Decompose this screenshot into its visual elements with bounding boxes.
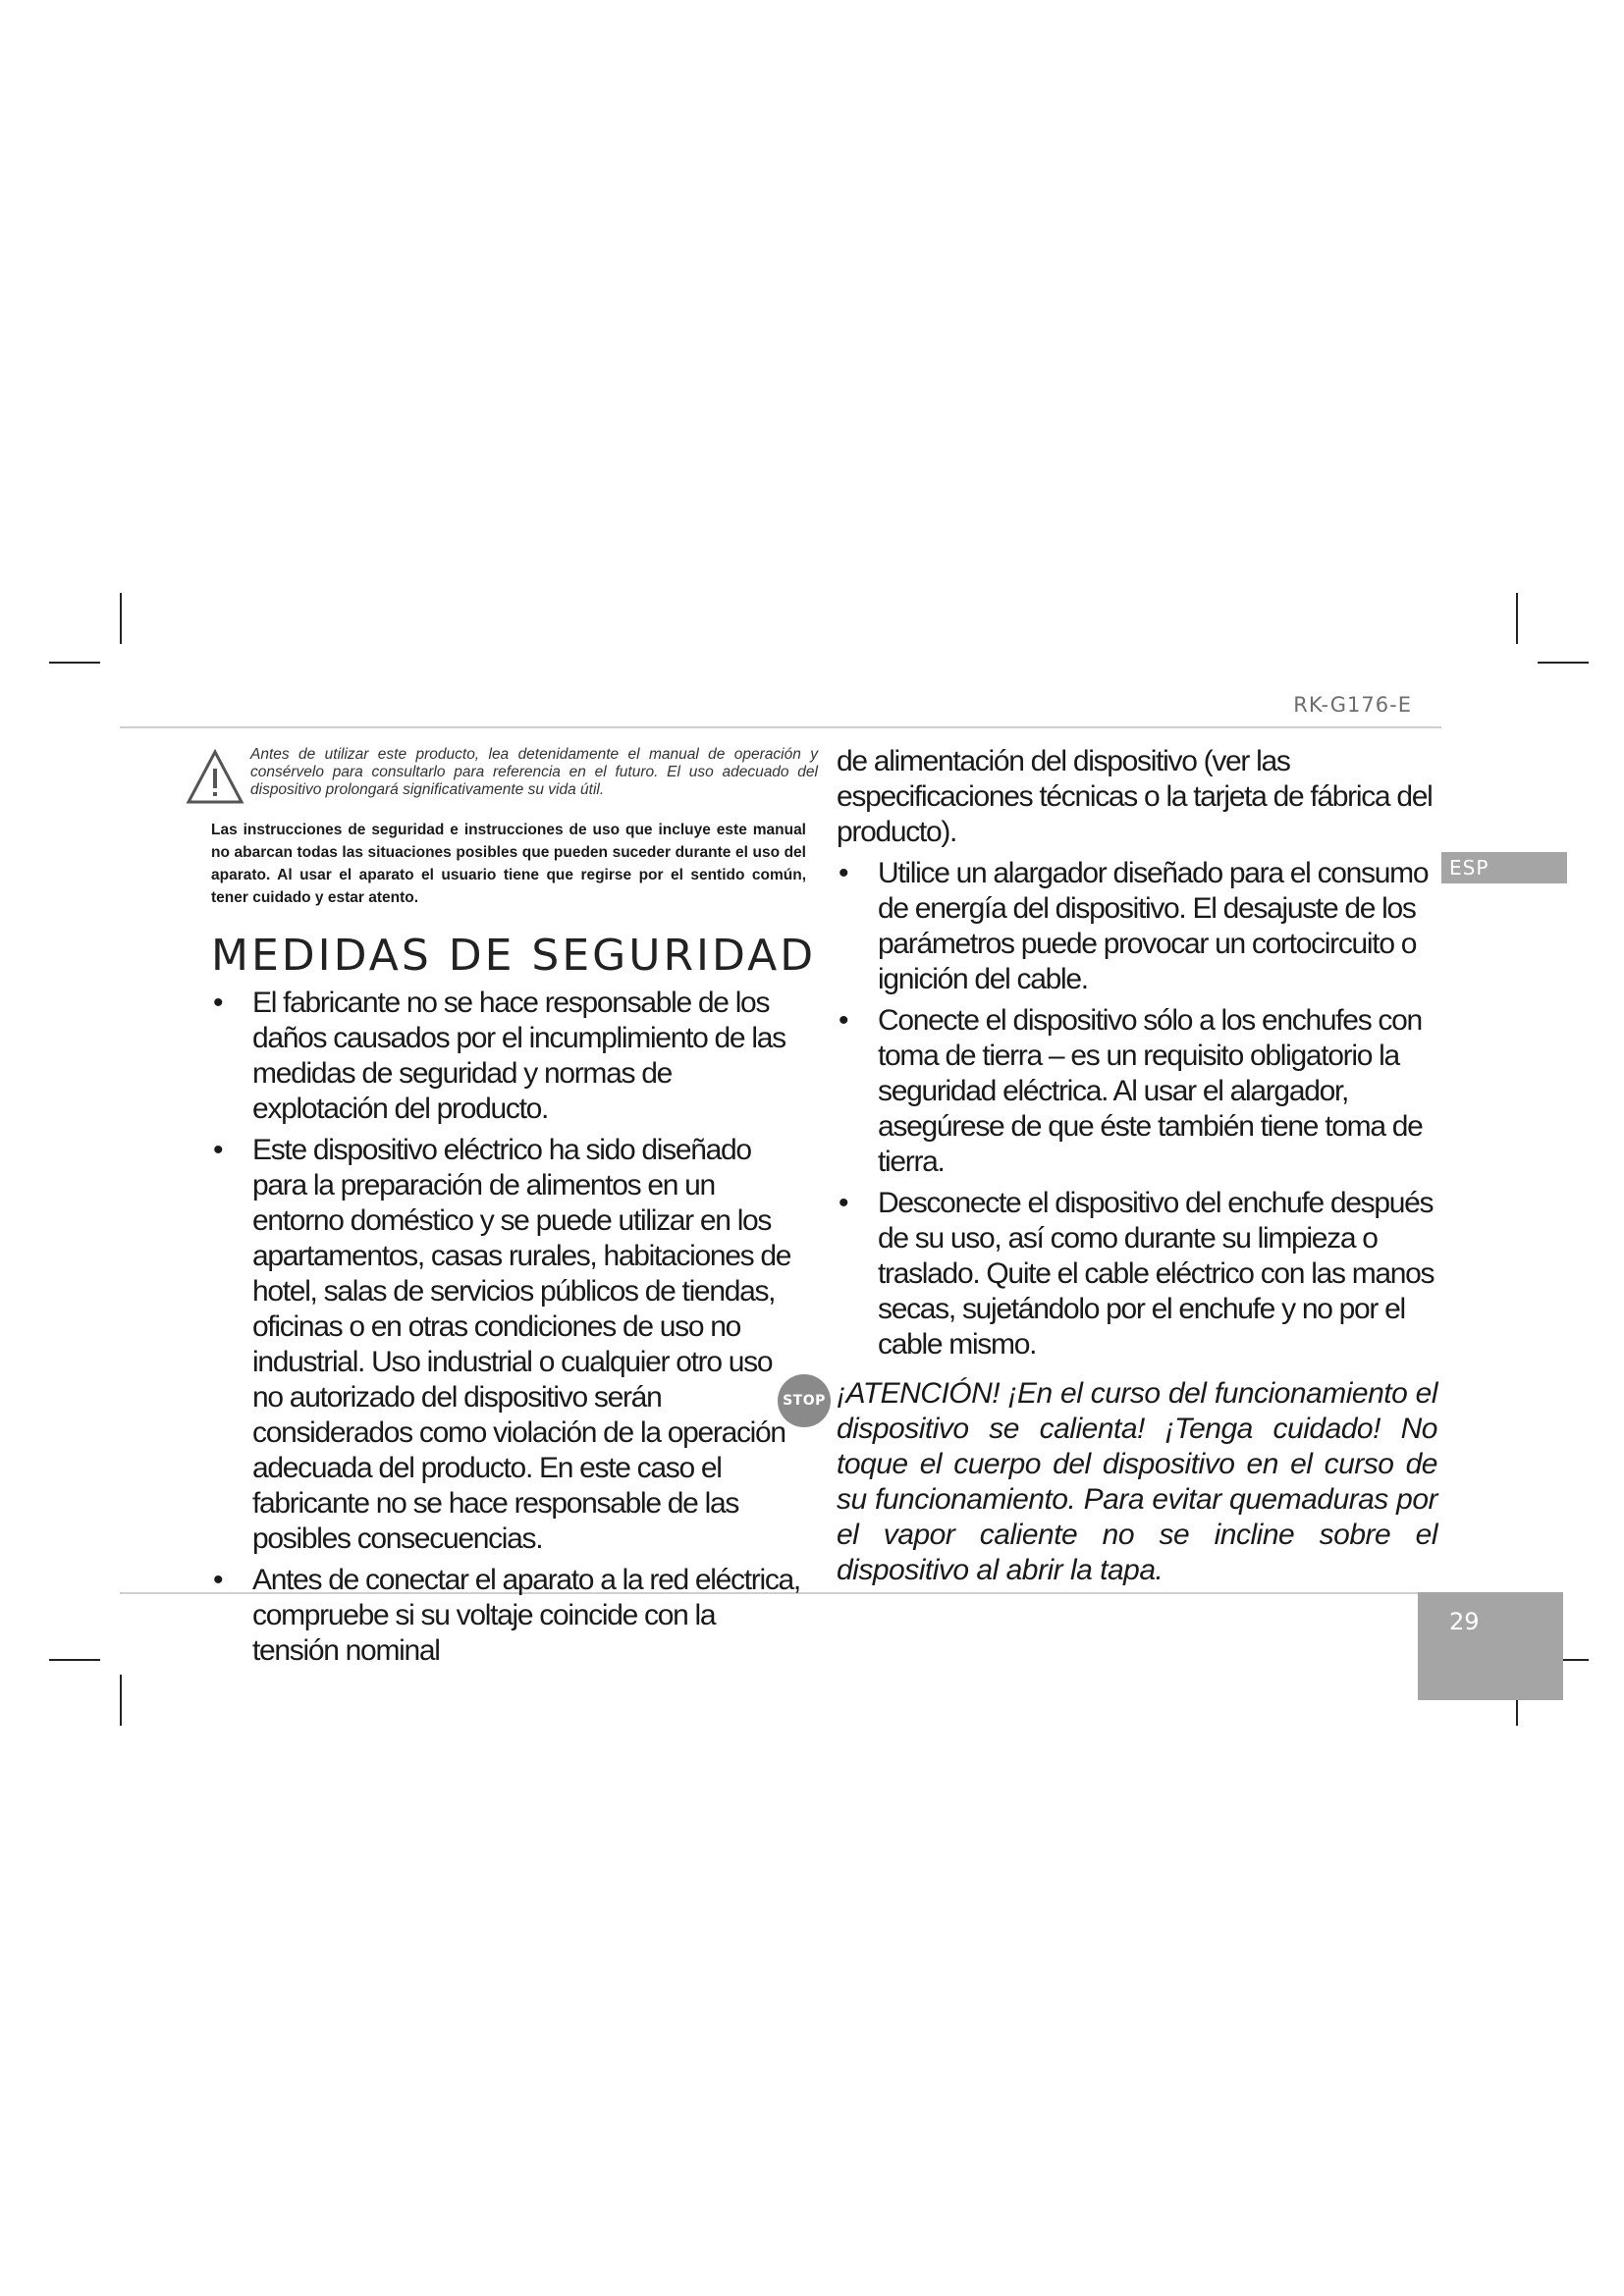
warning-text: Antes de utilizar este producto, lea detenidamente el manual de operación y consérvelo para consultarlo para referencia en el futuro. El uso adecuado del dispositivo prolongará significativamente su vida útil.: [250, 746, 818, 798]
list-item: [837, 856, 1437, 997]
bullet-icon: •: [213, 1564, 223, 1596]
crop-mark-top-right-horizontal: [1538, 662, 1589, 664]
continued-text-wrap: [801, 744, 1437, 850]
bullet-icon: •: [839, 1187, 848, 1219]
left-column: [211, 744, 818, 1675]
list-item-text: Desconecte el dispositivo del enchufe después de su uso, así como durante su limpieza o traslado. Quite el cable eléctrico con las manos secas, sujetándolo por el enchufe y no por el cable mismo.: [878, 1187, 1435, 1361]
list-item: [837, 1186, 1437, 1362]
list-item: [211, 986, 806, 1127]
bullet-icon: •: [839, 857, 848, 889]
stop-icon: STOP: [778, 1374, 831, 1427]
attention-block: [783, 1376, 1437, 1588]
crop-mark-bottom-left-horizontal: [49, 1659, 100, 1661]
page-number: 29: [1418, 1592, 1563, 1700]
warning-triangle-icon: [186, 749, 244, 806]
header-rule: [120, 726, 1441, 728]
list-item-text: Este dispositivo eléctrico ha sido diseñado para la preparación de alimentos en un entorno doméstico y se puede utilizar en los apartamentos, casas rurales, habitaciones de hotel, salas de servicios públicos de tiendas, oficinas o en otras condiciones de uso no industrial. Uso industrial o cualquier otro uso no autorizado del dispositivo serán considerados como violación de la operación adecuada del producto. En este caso el fabricante no se hace responsable de las posibles consecuencias.: [252, 1134, 791, 1555]
list-item-text: Conecte el dispositivo sólo a los enchufes con toma de tierra – es un requisito obligatorio la seguridad eléctrica. Al usar el alargador, asegúrese de que éste también tiene toma de tierra.: [878, 1004, 1423, 1178]
section-title: MEDIDAS DE SEGURIDAD: [211, 931, 817, 981]
crop-mark-top-right-vertical: [1516, 593, 1518, 644]
list-item-text: El fabricante no se hace responsable de los daños causados por el incumplimiento de las medidas de seguridad y normas de explotación del producto.: [252, 987, 785, 1125]
left-bullet-list: [211, 986, 806, 1669]
list-item: [211, 1563, 806, 1669]
list-item: [211, 1133, 806, 1557]
bullet-icon: •: [213, 987, 223, 1019]
crop-mark-bottom-left-vertical: [120, 1675, 122, 1726]
model-number: RK-G176-E: [1293, 693, 1412, 717]
bullet-icon: •: [839, 1004, 848, 1037]
list-item-text: Antes de conectar el aparato a la red eléctrica, compruebe si su voltaje coincide con la tensión nominal: [252, 1564, 800, 1667]
crop-mark-top-left-vertical: [120, 593, 122, 644]
crop-mark-top-left-horizontal: [49, 662, 100, 664]
list-item-text: Utilice un alargador diseñado para el consumo de energía del dispositivo. El desajuste de los parámetros puede provocar un cortocircuito o ignición del cable.: [878, 857, 1429, 995]
safety-note: Las instrucciones de seguridad e instrucciones de uso que incluye este manual no abarcan todas las situaciones posibles que pueden suceder durante el uso del aparato. Al usar el aparato el usuario tiene que regirse por el sentido común, tener cuidado y estar atento.: [211, 822, 806, 906]
attention-text: ¡ATENCIÓN! ¡En el curso del funcionamiento el dispositivo se calienta! ¡Tenga cuidado! No toque el cuerpo del dispositivo en el curso de su funcionamiento. Para evitar quemaduras por el vapor caliente no se incline sobre el dispositivo al abrir la tapa.: [837, 1377, 1437, 1586]
list-item: [837, 1003, 1437, 1180]
right-column: [783, 744, 1437, 1588]
language-tab: ESP: [1441, 852, 1567, 883]
bullet-icon: •: [213, 1134, 223, 1166]
right-bullet-list: [837, 856, 1437, 1362]
warning-block: [211, 744, 818, 811]
continued-text: de alimentación del dispositivo (ver las especificaciones técnicas o la tarjeta de fábrica del producto).: [837, 745, 1433, 848]
